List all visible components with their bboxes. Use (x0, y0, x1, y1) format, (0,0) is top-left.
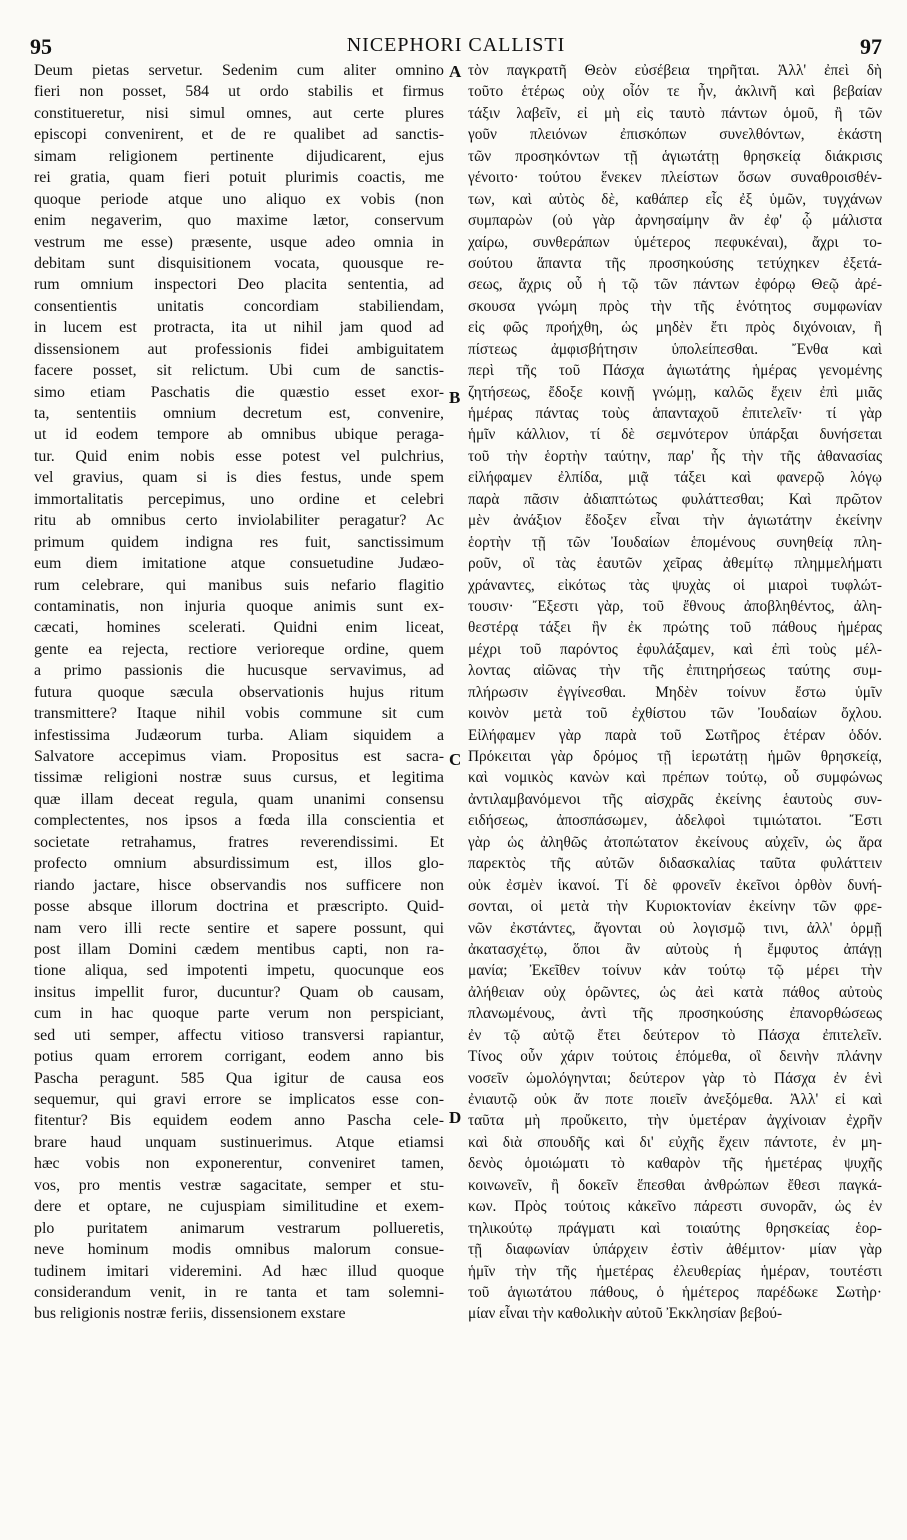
text-line: σεως, ἄχρις οὗ ἡ τῷ τῶν πάντων ἐφόρῳ Θεῷ ἀρέ- (468, 276, 882, 294)
text-line: σονται, οἱ μετὰ τὴν Κυριοκτονίαν ἐκείνην τῶν φρε- (468, 898, 882, 916)
text-line: πλανωμένους, ἀντὶ τῆς προσηκούσης ἐπανορθώσεως (468, 1005, 882, 1023)
running-header (30, 34, 882, 60)
text-line: simo etiam Paschatis die quæstio esset exor- (34, 383, 444, 401)
text-line: Salvatore accepimus viam. Propositus est sacra- (34, 748, 444, 765)
text-line: ἡμῖν κάλλιον, τί δὲ σεμνότερον ὑπάρξαι δυνήσεται (468, 426, 882, 444)
text-line: τὸν παγκρατῆ Θεὸν εὐσέβεια τηρῆται. Ἀλλ' ἐπεὶ δὴ (468, 62, 882, 79)
text-line: μανία; Ἐκεῖθεν τοίνυν κἀν τούτῳ τῷ μέρει τὴν (468, 962, 882, 980)
text-line: γὰρ ὡς ἀληθῶς ἀτοπώτατον ἐκείνους αὐχεῖν, ὡς ἄρα (468, 833, 882, 851)
text-line: tur. Quid enim nobis esse potest vel pulchrius, (34, 447, 444, 465)
text-line: tudinem imitari videremini. Ad hæc illud quoque (34, 1262, 444, 1280)
text-line: Πρόκειται γὰρ δρόμος τῇ ἱερωτάτῃ ἡμῶν θρησκείᾳ, (468, 748, 882, 765)
text-line: ἑορτὴν τῇ τῶν Ἰουδαίων ἑπομένους συνηθείᾳ πλη- (468, 533, 882, 551)
text-line: constitueretur, nisi simul omnes, aut certe plures (34, 104, 444, 122)
text-line: ritu ab omnibus certo inviolabiliter peragatur? Ac (34, 512, 444, 530)
margin-marker-a: A (449, 62, 462, 81)
text-line: consentientis unitatis concordiam stabiliendam, (34, 297, 444, 315)
text-line: δενὸς ὁμοιώματι τὸ καθαρὸν τῆς ἡμετέρας ψυχῆς (468, 1155, 882, 1173)
text-line: cæcati, homines scelerati. Quidni enim liceat, (34, 619, 444, 637)
text-line: παρεκτὸς τῆς αὐτῶν διδασκαλίας ταῦτα φυλάττειν (468, 855, 882, 873)
text-line: τοῦτο ἑτέρως οὐχ οἷόν τε ἦν, ἀκλινῆ καὶ βεβαίαν (468, 83, 882, 101)
text-line: a primo passionis die hucusque servavimus, ad (34, 662, 444, 680)
text-line: rum celebrare, qui manibus suis nefario flagitio (34, 576, 444, 594)
text-line: των, καὶ αὐτὸς δὲ, καθάπερ εἷς ἐξ ὑμῶν, τυγχάνων (468, 190, 882, 208)
text-line: Τίνος οὖν χάριν τούτοις ἑπόμεθα, οἳ δεινὴν πλάνην (468, 1048, 882, 1066)
text-line: τῶν προσηκόντων τῇ ἁγιωτάτῃ θρησκείᾳ διάκρισις (468, 147, 882, 165)
text-line: facere posset, sit relictum. Ubi cum de sanctis- (34, 362, 444, 380)
text-line: τῇ διαφωνίαν ὑπάρχειν ἐστὶν ἀθέμιτον· μίαν γὰρ (468, 1241, 882, 1259)
text-line: episcopi convenirent, et de re qualibet ad sanctis- (34, 126, 444, 144)
text-line: τηλικούτῳ πράγματι καὶ τοιαύτης θρησκείας ἑορ- (468, 1219, 882, 1237)
text-line: primum quidem indigna res fuit, sanctissimum (34, 533, 444, 551)
text-line: enim negaverim, quo maxime lætor, conservum (34, 212, 444, 230)
text-line: περὶ τῆς τοῦ Πάσχα ἁγιωτάτης ἡμέρας γενομένης (468, 362, 882, 380)
text-line: dissensionem aut professionis fidei ambiguitatem (34, 340, 444, 358)
text-line: nam vero illi recte sentire et sapere possunt, qui (34, 919, 444, 937)
text-line: θεστέρᾳ τάξει ἣν ἐκ πρώτης τοῦ πάθους ἡμέρας (468, 619, 882, 637)
text-line: ta, sententiis omnium decretum est, convenire, (34, 405, 444, 422)
text-line: ἡμέρας πάντας τοὺς ἁπανταχοῦ ἐπιτελεῖν· τί γὰρ (468, 405, 882, 422)
running-title: NICEPHORI CALLISTI (346, 34, 566, 56)
text-line: tione aliqua, sed impotenti impetu, quocunque eos (34, 962, 444, 980)
text-line: εἰς φῶς προήχθη, ὡς μηδὲν ἔτι πρὸς διχόνοιαν, ἢ (468, 319, 882, 337)
text-line: συμπαρὼν (οὐ γὰρ ἀρνησαίμην ἂν ἐφ' ᾧ μάλιστα (468, 212, 882, 230)
text-line: ζητήσεως, ἔδοξε κοινῇ γνώμῃ, καλῶς ἔχειν ἐπὶ μιᾶς (468, 383, 882, 401)
text-line: τουσιν· Ἔξεστι γὰρ, τοῦ ἔθνους ἀποβληθέντος, ἀλη- (468, 597, 882, 615)
text-line: ἐν τῷ αὐτῷ ἔτει δεύτερον τὸ Πάσχα ἐπιτελεῖν. (468, 1026, 882, 1044)
text-line: τάξιν λαβεῖν, εἰ μὴ εἰς ταυτὸ πάντων ὁμοῦ, ἢ τῶν (468, 104, 882, 122)
text-line: κοινωνεῖν, ἢ δοκεῖν ἕπεσθαι ἀνθρώπων ἔθεσι παγκά- (468, 1176, 882, 1194)
text-line: σούτου ἅπαντα τῆς προσηκούσης τετύχηκεν ἐξετά- (468, 254, 882, 272)
text-line: bus religionis nostræ feriis, dissensionem exstare (34, 1305, 346, 1323)
text-line: μὲν ἀνάξιον ἔδοξεν εἶναι τὴν ἁγιωτάτην ἐκείνην (468, 512, 882, 530)
text-line: gente ea rejecta, rectiore verioreque ordine, quem (34, 640, 444, 658)
text-line: hæc vobis non exponerentur, conveniret tamen, (34, 1155, 444, 1173)
text-line: ροῦν, οἳ τὰς ἑαυτῶν χεῖρας ἀθεμίτῳ πλημμελήματι (468, 555, 882, 573)
text-line: complectentes, nos ipsos a fœda illa conscientia et (34, 812, 444, 830)
text-line: posse absque illorum doctrina et præscripto. Quid- (34, 898, 444, 916)
text-line: simam religionem pertinente dijudicarent, ejus (34, 147, 444, 165)
text-line: ἐνιαυτῷ οὐκ ἄν ποτε ποιεῖν ἀνεξόμεθα. Ἀλλ' εἰ καὶ (468, 1091, 882, 1108)
text-line: ἀντιλαμβανόμενοι τῆς αἰσχρᾶς ἐκείνης ἑαυτοὺς συν- (468, 790, 882, 808)
text-line: tissimæ religioni nostræ suus cursus, et legitima (34, 769, 444, 787)
text-line: γοῦν πλειόνων ἐπισκόπων συνελθόντων, ἑκάστη (468, 126, 882, 144)
text-line: dere et optare, ne cujuspiam similitudine et exem- (34, 1198, 444, 1216)
text-line: ἀκατασχέτῳ, ὅποι ἂν αὐτοὺς ἡ ἔμφυτος ἀπάγῃ (468, 940, 882, 958)
text-line: οὐκ ἐσμὲν ἱκανοί. Τί δὲ φρονεῖν ἐκεῖνοι ὀρθὸν δυνή- (468, 876, 882, 894)
margin-marker-b: B (449, 388, 461, 407)
text-line: γένοιτο· τούτου ἕνεκεν πλείστων ὅσων συναθροισθέν- (468, 169, 882, 187)
text-line: futura quoque sæcula observationis hujus ritum (34, 683, 444, 701)
latin-column (34, 60, 444, 1325)
text-line: cum in hac quoque parte verum non perspiciant, (34, 1005, 444, 1023)
text-line: Pascha peragunt. 585 Qua igitur de causa eos (34, 1069, 444, 1087)
text-line: ειδήσεως, ἀποσπάσωμεν, ἀδελφοὶ τιμιώτατοι. Ἔστι (468, 812, 882, 830)
text-line: profecto omnium absurdissimum est, illos glo- (34, 855, 444, 873)
text-line: transmittere? Itaque nihil vobis commune sit cum (34, 705, 444, 723)
text-line: debitam sunt disquisitionem vocata, quousque re- (34, 254, 444, 272)
text-line: brare haud unquam sustinuerimus. Atque etiamsi (34, 1133, 444, 1151)
text-line: χράναντες, εἰκότως τὰς ψυχὰς οἱ μιαροὶ τυφλώτ- (468, 576, 882, 594)
text-line: contaminatis, non injuria quoque animis sunt ex- (34, 597, 444, 615)
text-line: Εἰλήφαμεν γὰρ παρὰ τοῦ Σωτῆρος ἑτέραν ὁδόν. (468, 726, 882, 744)
text-line: μέχρι τοῦ παρόντος ἐφυλάξαμεν, καὶ ἐπὶ τοὺς μέλ- (468, 640, 882, 658)
text-line: plo puritatem animarum vestrarum pollueretis, (34, 1219, 444, 1237)
text-line: ἡμῖν τὴν τῆς ἡμετέρας ἐλευθερίας ἡμέραν, τουτέστι (468, 1262, 882, 1280)
text-line: τοῦ ἁγιωτάτου πάθους, ὁ ἡμέτερος παρέδωκε Σωτὴρ· (468, 1283, 882, 1301)
text-line: quæ illam deceat regula, quam unanimi consensu (34, 790, 444, 808)
text-line: καὶ νομικὸς κανὼν καὶ πρέπων τούτῳ, οὗ συμφώνως (468, 769, 882, 787)
text-line: sed uti semper, affectu vitioso transversi rapiantur, (34, 1026, 444, 1044)
text-line: neve hominum modis omnibus malorum consue- (34, 1241, 444, 1259)
text-line: Deum pietas servetur. Sedenim cum aliter omnino (34, 62, 444, 79)
text-line: societate retrahamus, fratres reverendissimi. Et (34, 833, 444, 851)
text-line: πίστεως ἀμφισβήτησιν ὑπολείπεσθαι. Ἔνθα καὶ (468, 340, 882, 358)
page-number-left: 95 (30, 34, 52, 59)
text-line: νοσεῖν ὡμολόγηνται; δεύτερον γὰρ τὸ Πάσχα ἐν ἑνὶ (468, 1069, 882, 1087)
text-line: considerandum venit, in re tanta et tam solemni- (34, 1283, 444, 1301)
text-line: immortalitatis percepimus, uno ordine et celebri (34, 490, 444, 508)
text-line: σκουσα γνώμη πρὸς τὴν τῆς ἑνότητος συμφωνίαν (468, 297, 882, 315)
text-line: ἀλήθειαν οὐχ ὁρῶντες, ὡς ἀεὶ κατὰ πάθος αὐτοὺς (468, 983, 882, 1001)
text-line: καὶ διὰ σπουδῆς καὶ δι' εὐχῆς ἔχειν πάντοτε, ἐν μη- (468, 1133, 882, 1151)
text-line: πλήρωσιν ἐγγίνεσθαι. Μηδὲν τοίνυν ἔστω ὑμῖν (468, 683, 882, 701)
text-line: λοντας αἰῶνας τὴν τῆς ἐπιτηρήσεως ταύτης συμ- (468, 662, 882, 680)
text-line: sequemur, qui gravi errore se implicatos esse con- (34, 1091, 444, 1108)
text-line: τοῦ τὴν ἑορτὴν ταύτην, παρ' ἧς τὴν τῆς ἀθανασίας (468, 447, 882, 465)
text-line: rei gratia, quam fieri potuit plurimis coactis, me (34, 169, 444, 187)
text-line: fieri non posset, 584 ut ordo stabilis et firmus (34, 83, 444, 101)
text-line: post illam Domini cædem mentibus capti, non ra- (34, 940, 444, 958)
greek-column (468, 60, 882, 1325)
text-line: μίαν εἶναι τὴν καθολικὴν αὐτοῦ Ἐκκλησίαν βεβού- (468, 1305, 783, 1323)
margin-marker-d: D (449, 1108, 462, 1127)
text-line: παρὰ πᾶσιν ἀδιαπτώτως φυλάττεσθαι; Καὶ πρῶτον (468, 490, 882, 508)
text-line: rum omnium inspectori Deo placita sententia, ad (34, 276, 444, 294)
text-line: νῶν ἐκστάντες, ἄγονται οὐ λογισμῷ τινι, ἀλλ' ὁρμῇ (468, 919, 882, 937)
text-line: κων. Πρὸς τούτοις κἀκεῖνο πάρεστι συνορᾶν, ὡς ἐν (468, 1198, 882, 1216)
text-line: εἰλήφαμεν ἐλπίδα, μιᾷ τάξει καὶ φανερῷ λόγῳ (468, 469, 882, 487)
text-line: insitus impellit furor, ducuntur? Quam ob causam, (34, 983, 444, 1001)
text-line: potius quam errorem corrigant, eodem anno bis (34, 1048, 444, 1066)
text-line: riando jactare, hisce observandis nos sufficere non (34, 876, 444, 894)
margin-marker-c: C (449, 750, 462, 769)
text-line: vos, pro mentis vestræ sagacitate, semper et stu- (34, 1176, 444, 1194)
text-line: eum diem imitatione atque consuetudine Judæo- (34, 555, 444, 573)
text-line: fitentur? Bis equidem eodem anno Pascha cele- (34, 1112, 444, 1130)
text-line: vestrum me esse) præsente, usque adeo omnia in (34, 233, 444, 251)
text-line: ut id eodem tempore ab omnibus ubique peraga- (34, 426, 444, 444)
text-line: κοινὸν μετὰ τοῦ ἐχθίστου τῶν Ἰουδαίων ὄχλου. (468, 705, 882, 723)
text-line: ταῦτα μὴ προὔκειτο, τὴν ὑμετέραν ἀγχίνοιαν ἐχρῆν (468, 1112, 882, 1130)
text-line: infestissima Judæorum turba. Aliam siquidem a (34, 726, 444, 744)
text-line: quoque periode atque uno aliquo ex vobis (non (34, 190, 444, 208)
text-line: χαίρω, συνθεράπων ὑμέτερος πεφυκέναι), ἄχρι το- (468, 233, 882, 251)
text-line: vel gravius, quam si is dies festus, unde spem (34, 469, 444, 487)
text-line: in lucem est protracta, ita ut nihil jam quod ad (34, 319, 444, 337)
page-number-right: 97 (860, 34, 882, 59)
